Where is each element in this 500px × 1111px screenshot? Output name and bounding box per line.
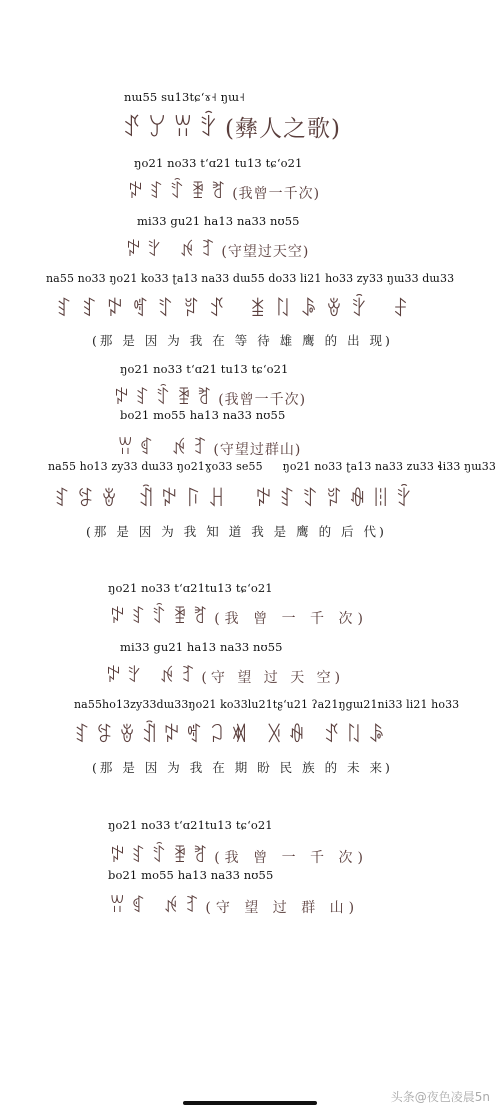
verse1-line3 [56,294,418,322]
verse1-line3-yi: ꆏꆏꉢꈩꄸꆍꀋ ꁧꇁꎪꎴꇫ ꄐ [56,297,418,321]
verse1-line6-yi-b: ꉢꆏꄸꆍꊿꈨꇫ [255,487,420,511]
verse3-line1-yi: ꉢꆏꄷꄿꐛ [110,845,215,867]
title-yi-text: ꀋꌦꀕꇫ [122,114,225,142]
verse1-line2-chinese: (守望过天空) [221,244,310,260]
verse2-line2-pronunciation: mi33 gu21 ha13 na33 nʊ55 [120,640,283,654]
verse1-line4-chinese: (我曾一千次) [218,392,307,408]
verse1-line3-translation: (那 是 因 为 我 在 等 待 雄 鹰 的 出 现) [92,333,393,348]
verse3-line1-chinese: (我 曾 一 千 次) [214,850,368,866]
verse1-line4-yi: ꉢꆏꄷꄿꐛ [114,387,219,409]
verse1-line6-pronunciation-a: na55 ho13 zy33 dɯ33 ŋo21ɣo33 se55 [48,460,263,473]
verse1-line6-pronunciation [48,460,496,473]
verse3-line2-pronunciation: bo21 mo55 ha13 na33 nʊ55 [108,868,274,882]
verse1-line1 [128,178,320,203]
title-chinese-text: (彝人之歌) [225,116,341,142]
verse1-line6-translation: (那 是 因 为 我 知 道 我 是 鹰 的 后 代) [86,524,387,539]
verse2-line3-yi: ꆏꉎꎴꀉꉢꈩꃀꁠ ꋌꊿ ꀋꇁꎪ [74,723,391,747]
verse1-line6-yi-a: ꆏꉎꎴ ꀉꉢꑍꃅ [54,487,232,511]
verse3-line1 [110,842,368,867]
verse1-line3-pronunciation: na55 no33 ŋo21 ko33 ʈa13 na33 dɯ55 do33 li21 ho33 zy33 ŋɯ33 dɯ33 [46,272,455,285]
verse1-line5-yi: ꀕꁍ ꉌꆈ [118,437,214,459]
verse2-line1 [110,603,368,628]
verse2-line3-translation: (那 是 因 为 我 在 期 盼 民 族 的 未 来) [92,760,393,775]
verse1-line2 [126,236,309,261]
verse1-line6 [54,484,419,512]
verse1-line6-pronunciation-b: ŋo21 no33 ʈa13 na33 zu33 ɬi33 ŋɯ33 [282,460,496,473]
verse1-line5-pronunciation: bo21 mo55 ha13 na33 nʊ55 [120,408,286,422]
verse2-line3-pronunciation: na55ho13zy33dɯ33ŋo21 ko33lu21tʂʻu21 ʔa21ŋgɯ21ni33 li21 ho33 [74,698,460,711]
verse1-line2-pronunciation: mi33 gu21 ha13 na33 nʊ55 [137,214,300,228]
verse3-line2-yi: ꀕꁍ ꉌꆈ [110,895,206,917]
verse2-line3 [74,720,391,748]
title-pronunciation: nɯ55 su13tɕʻɤ˧ ŋɯ˧ [124,90,245,104]
page-title [122,110,341,143]
verse1-line2-yi: ꉢꇬ ꉌꆈ [126,239,222,261]
verse1-line1-yi: ꉢꆏꄷꄿꐛ [128,181,233,203]
verse1-line5 [118,434,301,459]
verse3-line1-pronunciation: ŋo21 no33 tʻɑ21tu13 tɕʻo21 [108,818,273,832]
verse2-line2 [106,662,344,687]
verse2-line1-yi: ꉢꆏꄷꄿꐛ [110,606,215,628]
verse1-line1-pronunciation: ŋo21 no33 tʻɑ21 tu13 tɕʻo21 [134,156,303,170]
verse2-line2-chinese: (守 望 过 天 空) [201,670,345,686]
verse1-line4 [114,384,306,409]
verse2-line1-chinese: (我 曾 一 千 次) [214,611,368,627]
verse1-line1-chinese: (我曾一千次) [232,186,321,202]
verse3-line2 [110,892,359,917]
watermark: 头条@夜色凌晨5n [390,1090,490,1104]
verse1-line5-chinese: (守望过群山) [213,442,302,458]
verse2-line2-yi: ꉢꇬ ꉌꆈ [106,665,202,687]
verse3-line2-chinese: (守 望 过 群 山) [205,900,360,916]
verse1-line4-pronunciation: ŋo21 no33 tʻɑ21 tu13 tɕʻo21 [120,362,289,376]
verse2-line1-pronunciation: ŋo21 no33 tʻɑ21tu13 tɕʻo21 [108,581,273,595]
home-indicator[interactable] [183,1101,317,1105]
